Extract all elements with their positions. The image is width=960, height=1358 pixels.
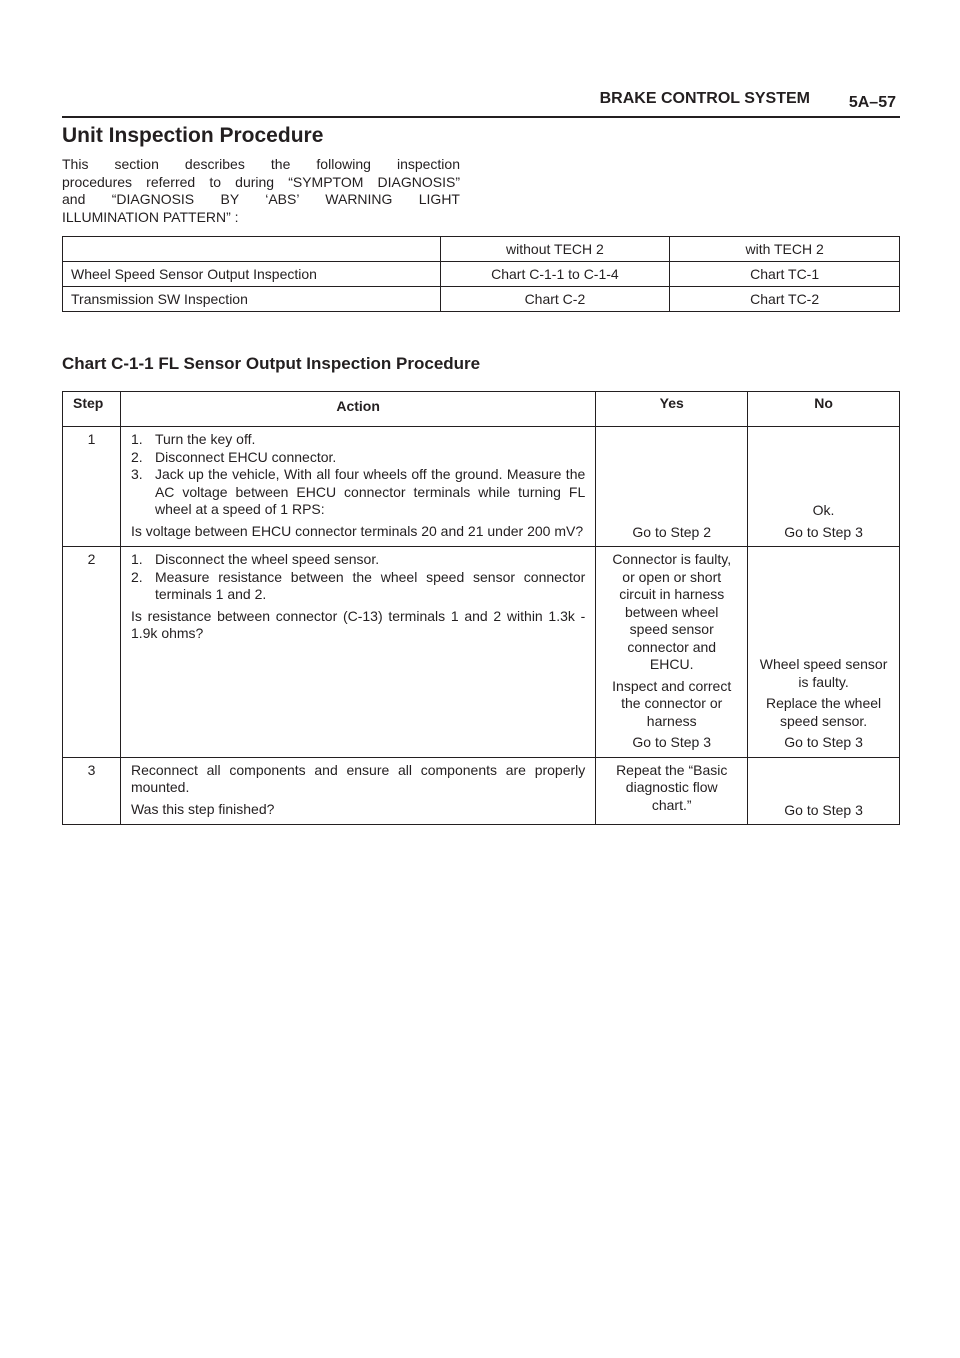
action-text: Reconnect all components and ensure all components are properly mounted. (130, 761, 586, 795)
intro-paragraph (62, 156, 460, 226)
table-cell: Chart TC-2 (670, 287, 900, 312)
step-number: 3 (63, 757, 121, 825)
page-header (62, 86, 900, 118)
table-header-cell (63, 237, 441, 262)
inspection-summary-table (62, 236, 900, 312)
action-item: 2. Disconnect EHCU connector. (130, 448, 337, 465)
table-cell: Transmission SW Inspection (63, 287, 441, 312)
no-header: No (748, 392, 900, 427)
action-question: Is voltage between EHCU connector terminals 20 and 21 under 200 mV? (130, 522, 584, 539)
table-header-row (63, 237, 900, 262)
table-header-cell: with TECH 2 (670, 237, 900, 262)
intro-line: procedures referred to during “SYMPTOM DIAGNOSIS” (62, 173, 460, 190)
action-item: 1. Disconnect the wheel speed sensor. (130, 551, 380, 567)
action-cell (120, 757, 595, 825)
procedure-row (63, 757, 900, 825)
intro-line: This section describes the following inspection (62, 156, 460, 172)
yes-cell: Connector is faulty, or open or short circuit in harness between wheel speed sensor connector and EHCU. Inspect and correct the connector or harness Go to Step 3 (596, 547, 748, 758)
step-number: 2 (63, 547, 121, 758)
action-cell (120, 547, 595, 758)
procedure-table (62, 391, 900, 825)
no-cell: Ok. Go to Step 3 (748, 427, 900, 547)
yes-cell: Go to Step 2 (596, 427, 748, 547)
step-header: Step (63, 392, 121, 427)
action-item: 1. Turn the key off. (130, 431, 256, 447)
action-item: 3. Jack up the vehicle, With all four wheels off the ground. Measure the AC voltage between EHCU connector terminals while turning FL wheel at a speed of 1 RPS: (130, 466, 586, 517)
table-row (63, 262, 900, 287)
table-cell: Wheel Speed Sensor Output Inspection (63, 262, 441, 287)
step-number: 1 (63, 427, 121, 547)
no-cell: Wheel speed sensor is faulty. Replace the wheel speed sensor. Go to Step 3 (748, 547, 900, 758)
action-header: Action (120, 392, 595, 427)
yes-header: Yes (596, 392, 748, 427)
table-cell: Chart C-1-1 to C-1-4 (440, 262, 670, 287)
action-item: 2. Measure resistance between the wheel speed sensor connector terminals 1 and 2. (130, 568, 586, 602)
table-row (63, 287, 900, 312)
page-title: Unit Inspection Procedure (62, 124, 324, 147)
action-cell (120, 427, 595, 547)
action-question: Is resistance between connector (C-13) terminals 1 and 2 within 1.3k - 1.9k ohms? (130, 607, 586, 641)
action-question: Was this step finished? (130, 800, 275, 817)
intro-line: and “DIAGNOSIS BY ‘ABS’ WARNING LIGHT (62, 191, 460, 208)
intro-line: ILLUMINATION PATTERN” : (62, 208, 239, 225)
table-cell: Chart TC-1 (670, 262, 900, 287)
table-cell: Chart C-2 (440, 287, 670, 312)
section-title: BRAKE CONTROL SYSTEM (599, 90, 810, 107)
chart-title: Chart C-1-1 FL Sensor Output Inspection Procedure (62, 354, 481, 373)
yes-cell: Repeat the “Basic diagnostic flow chart.” (596, 757, 748, 825)
table-header-cell: without TECH 2 (440, 237, 670, 262)
procedure-header-row (63, 392, 900, 427)
page-number: 5A–57 (848, 94, 896, 111)
procedure-row (63, 547, 900, 758)
no-cell: Go to Step 3 (748, 757, 900, 825)
procedure-row (63, 427, 900, 547)
